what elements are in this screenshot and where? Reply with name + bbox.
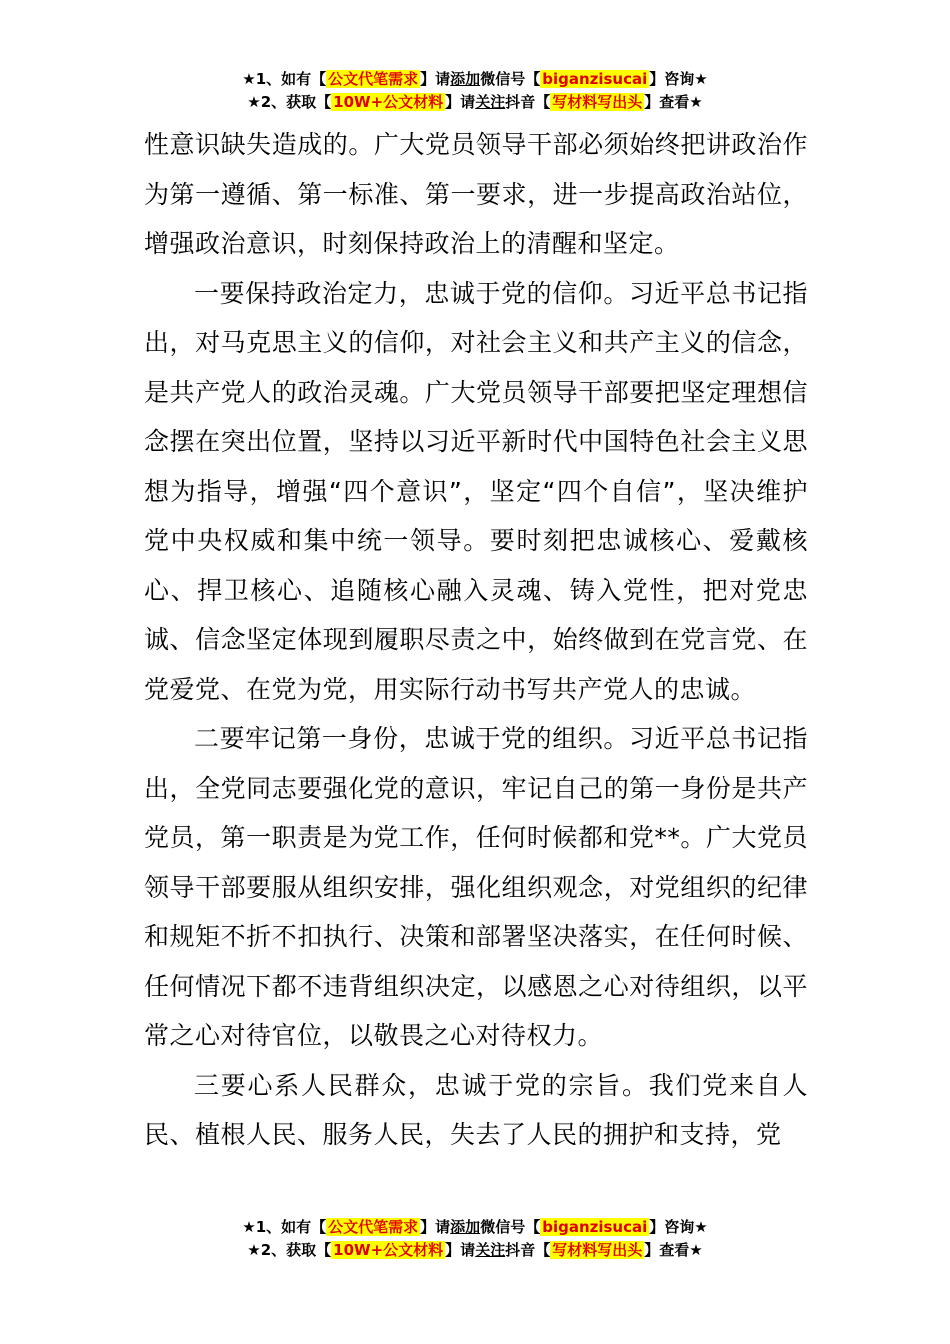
banner-text: 2、获取【 — [260, 93, 332, 111]
paragraph: 一要保持政治定力，忠诚于党的信仰。习近平总书记指出，对马克思主义的信仰，对社会主义和共产主义的信念，是共产党人的政治灵魂。广大党员领导干部要把坚定理想信念摆在突出位置，坚持以习近平新时代中国特色社会主义思想为指导，增强“四个意识”，坚定“四个自信”，坚决维护党中央权威和集中统一领导。要时刻把忠诚核心、爱戴核心、捍卫核心、追随核心融入灵魂、铸入党性，把对党忠诚、信念坚定体现到履职尽责之中，始终做到在党言党、在党爱党、在党为党，用实际行动书写共产党人的忠诚。 — [144, 278, 808, 704]
banner-text: 抖音【 — [505, 93, 551, 111]
star-icon: ★ — [694, 1218, 708, 1236]
banner-highlight: 10W+公文材料 — [333, 93, 444, 111]
footer-banner — [0, 1216, 950, 1262]
banner-text: 抖音【 — [505, 1241, 551, 1259]
star-icon: ★ — [694, 70, 708, 88]
banner-text: 】请 — [420, 1218, 451, 1236]
star-icon: ★ — [689, 1241, 703, 1259]
document-body — [144, 120, 808, 1160]
banner-highlight: 10W+公文材料 — [333, 1241, 444, 1259]
banner-text: 】咨询 — [649, 70, 695, 88]
paragraph: 性意识缺失造成的。广大党员领导干部必须始终把讲政治作为第一遵循、第一标准、第一要求，进一步提高政治站位，增强政治意识，时刻保持政治上的清醒和坚定。 — [144, 130, 808, 258]
star-icon: ★ — [689, 93, 703, 111]
banner-highlight: 写材料写出头 — [552, 1241, 643, 1259]
banner-text: 】请 — [445, 1241, 476, 1259]
banner-highlight: 公文代笔需求 — [328, 70, 419, 88]
banner-text: 微信号【 — [480, 1218, 541, 1236]
header-banner — [0, 68, 950, 114]
banner-line-2 — [0, 91, 950, 114]
star-icon: ★ — [242, 70, 256, 88]
banner-text: 1、如有【 — [255, 70, 327, 88]
banner-underline: 关注 — [475, 1241, 506, 1259]
banner-text: 2、获取【 — [260, 1241, 332, 1259]
banner-text: 1、如有【 — [255, 1218, 327, 1236]
paragraph: 三要心系人民群众，忠诚于党的宗旨。我们党来自人民、植根人民、服务人民，失去了人民的拥护和支持，党 — [144, 1070, 808, 1149]
banner-highlight: 公文代笔需求 — [328, 1218, 419, 1236]
banner-highlight: 写材料写出头 — [552, 93, 643, 111]
banner-text: 】查看 — [644, 93, 690, 111]
star-icon: ★ — [247, 93, 261, 111]
banner-text: 】请 — [420, 70, 451, 88]
banner-highlight: biganzisucai — [542, 1218, 648, 1236]
banner-underline: 添加 — [450, 70, 481, 88]
banner-text: 微信号【 — [480, 70, 541, 88]
banner-text: 】咨询 — [649, 1218, 695, 1236]
star-icon: ★ — [242, 1218, 256, 1236]
banner-underline: 添加 — [450, 1218, 481, 1236]
star-icon: ★ — [247, 1241, 261, 1259]
banner-line-1 — [0, 1216, 950, 1239]
banner-text: 】查看 — [644, 1241, 690, 1259]
banner-underline: 关注 — [475, 93, 506, 111]
banner-line-1 — [0, 68, 950, 91]
banner-text: 】请 — [445, 93, 476, 111]
paragraph: 二要牢记第一身份，忠诚于党的组织。习近平总书记指出，全党同志要强化党的意识，牢记自己的第一身份是共产党员，第一职责是为党工作，任何时候都和党**。广大党员领导干部要服从组织安排，强化组织观念，对党组织的纪律和规矩不折不扣执行、决策和部署坚决落实，在任何时候、任何情况下都不违背组织决定，以感恩之心对待组织，以平常之心对待官位，以敬畏之心对待权力。 — [144, 724, 808, 1050]
banner-line-2 — [0, 1239, 950, 1262]
banner-highlight: biganzisucai — [542, 70, 648, 88]
